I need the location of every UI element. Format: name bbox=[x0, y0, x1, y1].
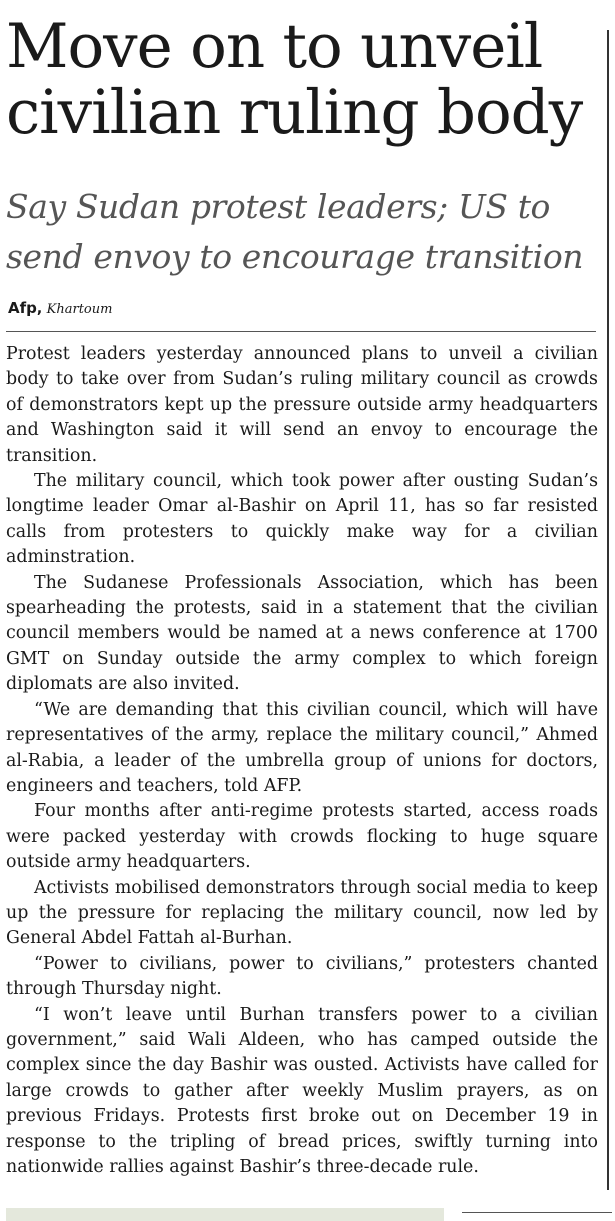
byline-agency: Afp bbox=[8, 299, 37, 317]
article-paragraph: The Sudanese Professionals Association, which has been spearheading the protests, said in a statement that the civilian council members would be named at a news conference at 1700 GMT on Sunday outside the army complex to which foreign diplomats are also invited. bbox=[6, 572, 598, 695]
article-paragraph: “We are demanding that this civilian council, which will have representatives of the army, replace the military council,” Ahmed al-Rabia, a leader of the umbrella group of unions for doctors, engineers and teachers, told AFP. bbox=[6, 699, 598, 796]
subheadline: Say Sudan protest leaders; US to send envoy to encourage transition bbox=[6, 187, 584, 276]
byline-location: Khartoum bbox=[46, 302, 113, 317]
byline-separator: , bbox=[36, 301, 43, 317]
bottom-divider bbox=[462, 1212, 612, 1213]
byline bbox=[8, 298, 112, 320]
article-paragraph: “I won’t leave until Burhan transfers power to a civilian government,” said Wali Aldeen, who has camped outside the complex since the day Bashir was ousted. Activists have called for large crowds to gather after weekly Muslim prayers, as on previous Fridays. Protests first broke out on December 19 in response to the tripling of bread prices, swiftly turning into nationwide rallies against Bashir’s three-decade rule. bbox=[6, 1004, 598, 1177]
header-divider bbox=[6, 331, 596, 332]
article-paragraph: Protest leaders yesterday announced plans to unveil a civilian body to take over from Sudan’s ruling military council as crowds of demonstrators kept up the pressure outside army headquarters and Washington said it will send an envoy to encourage the transition. bbox=[6, 344, 598, 466]
adjacent-content-strip bbox=[6, 1208, 444, 1221]
article-paragraph: Activists mobilised demonstrators through social media to keep up the pressure for replacing the military council, now led by General Abdel Fattah al-Burhan. bbox=[6, 877, 598, 949]
article-paragraph: The military council, which took power after ousting Sudan’s longtime leader Omar al-Bashir on April 11, has so far resisted calls from protesters to quickly make way for a civilian adminstration. bbox=[6, 471, 598, 568]
article-paragraph: “Power to civilians, power to civilians,” protesters chanted through Thursday night. bbox=[6, 953, 598, 1000]
column-divider bbox=[607, 30, 609, 1190]
article-paragraph: Four months after anti-regime protests started, access roads were packed yesterday with crowds flocking to huge square outside army headquarters. bbox=[6, 801, 598, 873]
headline: Move on to unveil civilian ruling body bbox=[6, 11, 583, 148]
article-body bbox=[6, 342, 598, 1180]
